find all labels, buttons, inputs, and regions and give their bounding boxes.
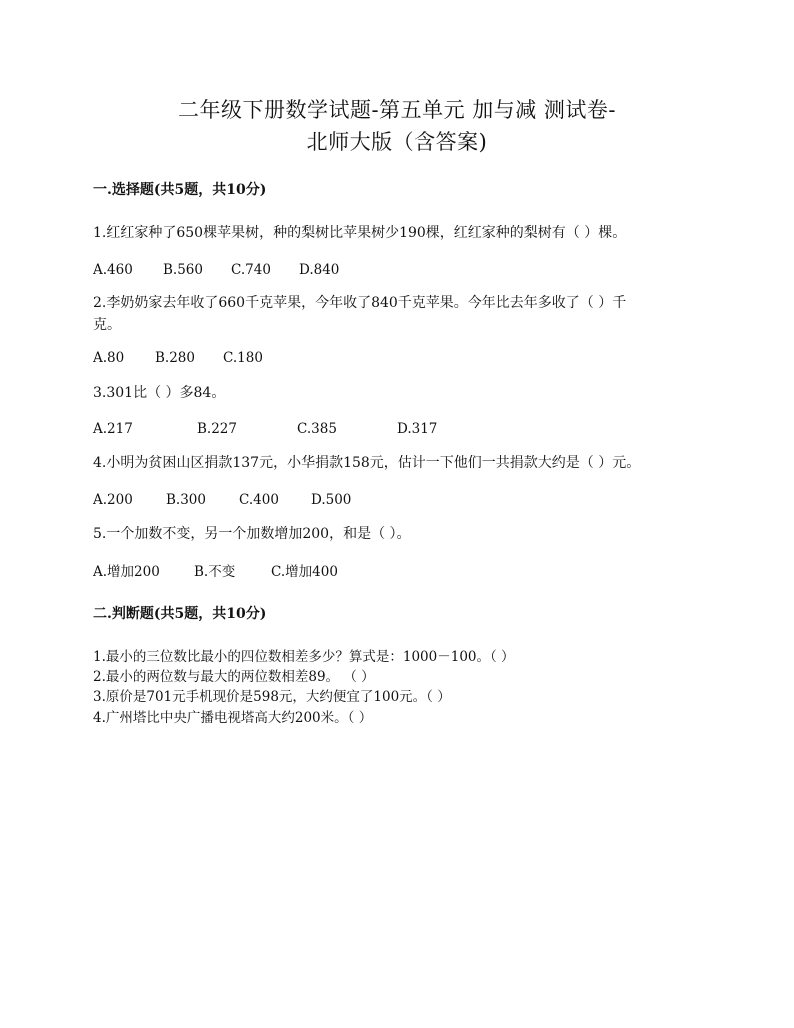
document-title-line2: 北师大版（含答案): [306, 130, 488, 154]
question-4-text: 4.小明为贫困山区捐款137元，小华捐款158元，估计一下他们一共捐款大约是（ ）元。: [93, 455, 641, 471]
section-heading-true-false: 二.判断题(共5题，共10分): [93, 606, 267, 622]
question-4-options: [93, 490, 351, 510]
option-d: D.500: [311, 492, 352, 508]
option-c: C.增加400: [271, 564, 338, 580]
option-c: C.385: [297, 421, 337, 437]
option-c: C.180: [223, 350, 263, 366]
option-d: D.317: [397, 421, 438, 437]
option-b: B.不变: [194, 564, 236, 580]
option-a: A.460: [93, 262, 133, 278]
judge-item-2: 2.最小的两位数与最大的两位数相差89。 （ ）: [93, 669, 375, 685]
section-heading-choice: 一.选择题(共5题，共10分): [93, 182, 267, 198]
question-3-text: 3.301比（ ）多84。: [93, 385, 226, 401]
option-b: B.280: [155, 350, 195, 366]
option-b: B.300: [166, 492, 206, 508]
question-5-options: [93, 562, 338, 582]
judge-item-4: 4.广州塔比中央广播电视塔高大约200米。（ ）: [93, 710, 373, 726]
question-1-options: [93, 260, 339, 280]
option-a: A.217: [93, 421, 133, 437]
question-2-options: [93, 348, 263, 368]
question-3-options: [93, 419, 437, 439]
option-b: B.560: [163, 262, 203, 278]
option-a: A.增加200: [93, 564, 160, 580]
judge-item-1: 1.最小的三位数比最小的四位数相差多少？算式是：1000－100。（ ）: [93, 649, 515, 665]
option-d: D.840: [299, 262, 340, 278]
option-a: A.80: [93, 350, 125, 366]
question-1-text: 1.红红家种了650棵苹果树，种的梨树比苹果树少190棵，红红家种的梨树有（ ）棵。: [93, 225, 627, 241]
option-c: C.740: [231, 262, 271, 278]
question-5-text: 5.一个加数不变，另一个加数增加200，和是（ ）。: [93, 526, 411, 542]
judge-item-3: 3.原价是701元手机现价是598元，大约便宜了100元。（ ）: [93, 689, 451, 705]
question-2-text: 2.李奶奶家去年收了660千克苹果，今年收了840千克苹果。今年比去年多收了（ ）千克。: [93, 295, 627, 333]
document-title-line1: 二年级下册数学试题-第五单元 加与减 测试卷-: [177, 98, 617, 122]
option-a: A.200: [93, 492, 133, 508]
option-c: C.400: [239, 492, 279, 508]
option-b: B.227: [197, 421, 237, 437]
